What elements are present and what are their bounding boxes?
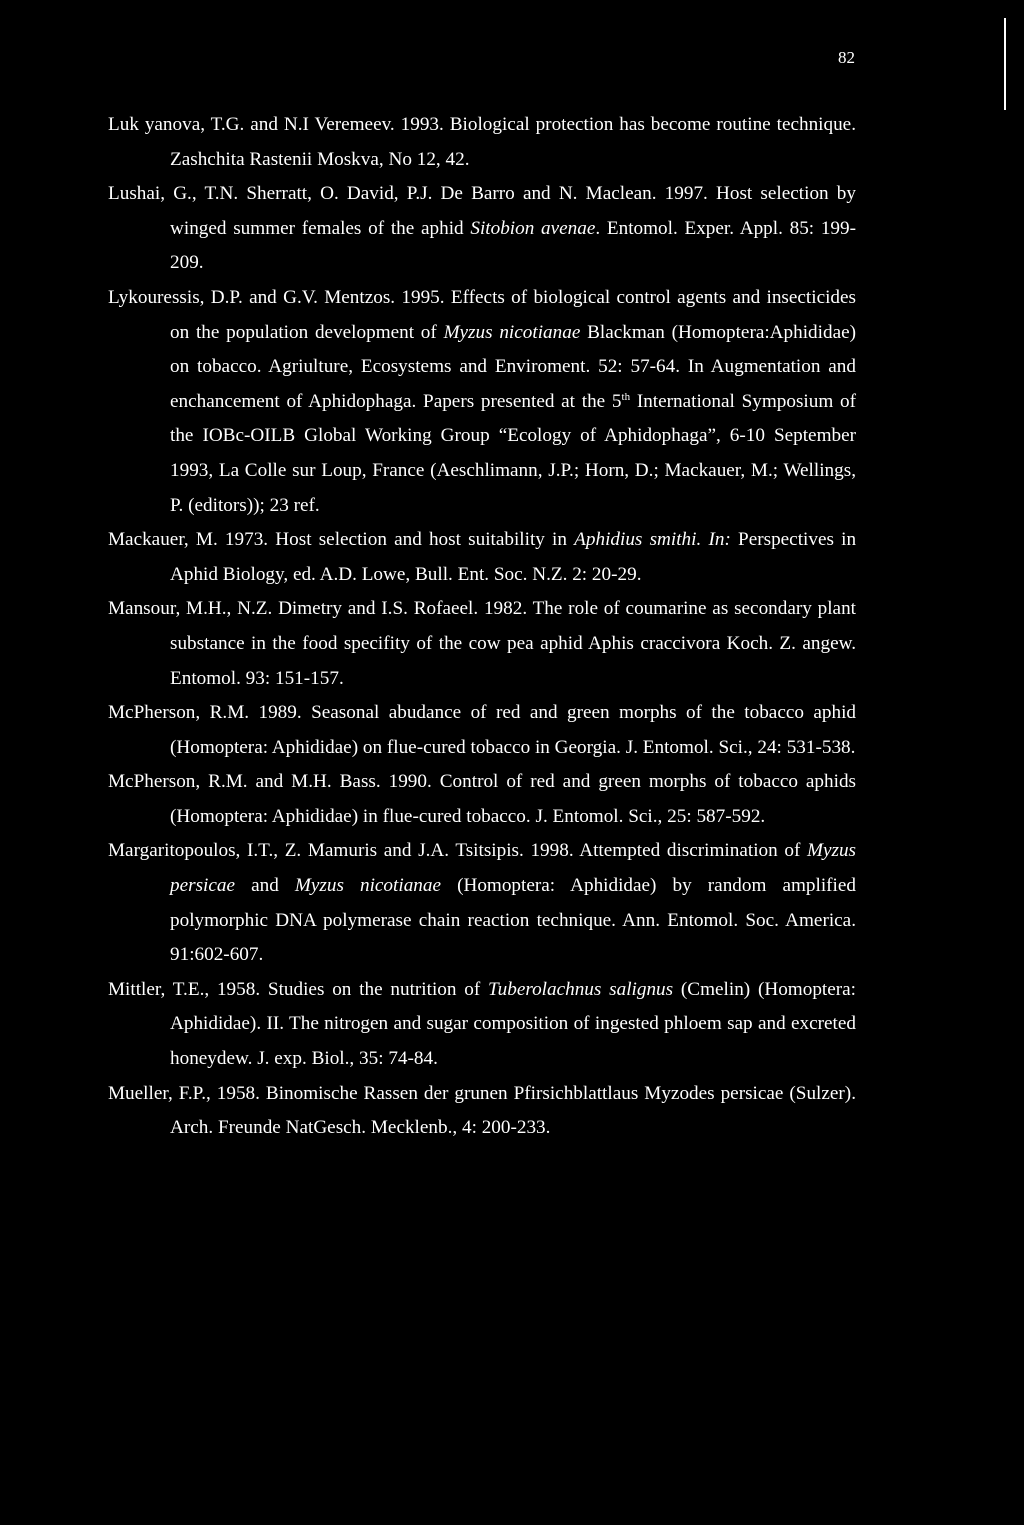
reference-authors: Mansour, M.H., N.Z. Dimetry and I.S. Rofaeel. 1982. bbox=[108, 598, 528, 620]
reference-authors: Mueller, F.P., 1958. bbox=[108, 1082, 260, 1104]
species-name: Myzus nicotianae bbox=[294, 875, 441, 897]
species-name: Myzus nicotianae bbox=[443, 321, 581, 343]
in-label: In: bbox=[708, 529, 731, 551]
reference-margaritopoulos-1998 bbox=[108, 834, 856, 972]
reference-text: (Cmelin) (Homoptera: Aphididae). II. The nitrogen and sugar composition of ingested phloem sap and excreted honeydew. J. exp. Biol., 35: 74-84. bbox=[170, 978, 856, 1070]
reference-lukyanova-1993 bbox=[108, 108, 856, 177]
scan-edge-mark bbox=[1004, 18, 1006, 110]
reference-text: Biological protection has become routine technique. Zashchita Rastenii Moskva, No 12, 42. bbox=[170, 114, 856, 170]
reference-lushai-1997 bbox=[108, 177, 856, 281]
reference-authors: Margaritopoulos, I.T., Z. Mamuris and J.A. Tsitsipis. 1998. bbox=[108, 840, 574, 862]
ordinal-suffix: th bbox=[621, 390, 631, 403]
reference-authors: Luk yanova, T.G. and N.I Veremeev. 1993. bbox=[108, 114, 444, 135]
reference-text: Host selection and host suitability in bbox=[275, 529, 567, 551]
reference-mackauer-1973 bbox=[108, 523, 856, 592]
reference-text: Binomische Rassen der grunen Pfirsichblattlaus Myzodes persicae (Sulzer). Arch. Freunde NatGesch. Mecklenb., 4: 200-233. bbox=[170, 1082, 856, 1139]
page-number: 82 bbox=[838, 48, 855, 67]
reference-authors: Lykouressis, D.P. and G.V. Mentzos. 1995. bbox=[108, 286, 445, 308]
reference-text: (Homoptera: Aphididae) by random amplified polymorphic DNA polymerase chain reaction technique. Ann. Entomol. Soc. America. 91:602-607. bbox=[170, 875, 857, 966]
reference-list bbox=[108, 108, 856, 1146]
reference-text: Blackman (Homoptera:Aphididae) on tobacco. Agriulture, Ecosystems and Enviroment. 52: 57-64. In Augmentation and enchancement of Aphidophaga. Papers presented at the 5 bbox=[170, 321, 857, 412]
reference-lykouressis-1995 bbox=[108, 281, 856, 523]
species-name: Sitobion avenae bbox=[470, 217, 596, 239]
reference-text: . Entomol. Exper. Appl. 85: 199-209. bbox=[170, 217, 857, 274]
reference-text: Studies on the nutrition of bbox=[267, 978, 481, 1000]
reference-authors: Lushai, G., T.N. Sherratt, O. David, P.J. De Barro and N. Maclean. 1997. bbox=[108, 183, 708, 205]
reference-mueller-1958 bbox=[108, 1077, 856, 1146]
reference-text: Attempted discrimination of bbox=[579, 840, 801, 862]
reference-text: International Symposium of the IOBc-OILB Global Working Group “Ecology of Aphidophaga”, 6-10 September 1993, La Colle sur Loup, France (Aeschlimann, J.P.; Horn, D.; Mackauer, M.; Wellings, P. (editors)); 23 ref. bbox=[170, 390, 856, 516]
reference-mansour-1982 bbox=[108, 592, 856, 696]
reference-authors: McPherson, R.M. 1989. bbox=[108, 702, 302, 724]
reference-text: Control of red and green morphs of tobacco aphids (Homoptera: Aphididae) in flue-cured tobacco. J. Entomol. Sci., 25: 587-592. bbox=[170, 771, 857, 827]
reference-authors: Mackauer, M. 1973. bbox=[108, 529, 269, 551]
reference-mcpherson-1990 bbox=[108, 765, 856, 834]
reference-text: Effects of biological control agents and insecticides on the population development of bbox=[170, 286, 856, 343]
reference-mittler-1958 bbox=[108, 973, 856, 1077]
species-name: Myzus persicae bbox=[170, 840, 857, 897]
reference-mcpherson-1989 bbox=[108, 696, 856, 765]
reference-authors: McPherson, R.M. and M.H. Bass. 1990. bbox=[108, 771, 432, 793]
reference-text: Perspectives in Aphid Biology, ed. A.D. Lowe, Bull. Ent. Soc. N.Z. 2: 20-29. bbox=[170, 529, 857, 585]
reference-text: and bbox=[251, 875, 279, 897]
reference-text: Seasonal abudance of red and green morphs of the tobacco aphid (Homoptera: Aphididae) on flue-cured tobacco in Georgia. J. Entomol. Sci., 24: 531-538. bbox=[170, 702, 856, 758]
species-name: Aphidius smithi. bbox=[574, 529, 702, 551]
species-name: Tuberolachnus salignus bbox=[488, 978, 674, 1000]
reference-text: Host selection by winged summer females of the aphid bbox=[170, 183, 856, 239]
reference-text: The role of coumarine as secondary plant substance in the food specifity of the cow pea aphid Aphis craccivora Koch. Z. angew. Entomol. 93: 151-157. bbox=[170, 598, 856, 689]
reference-authors: Mittler, T.E., 1958. bbox=[108, 978, 261, 1000]
